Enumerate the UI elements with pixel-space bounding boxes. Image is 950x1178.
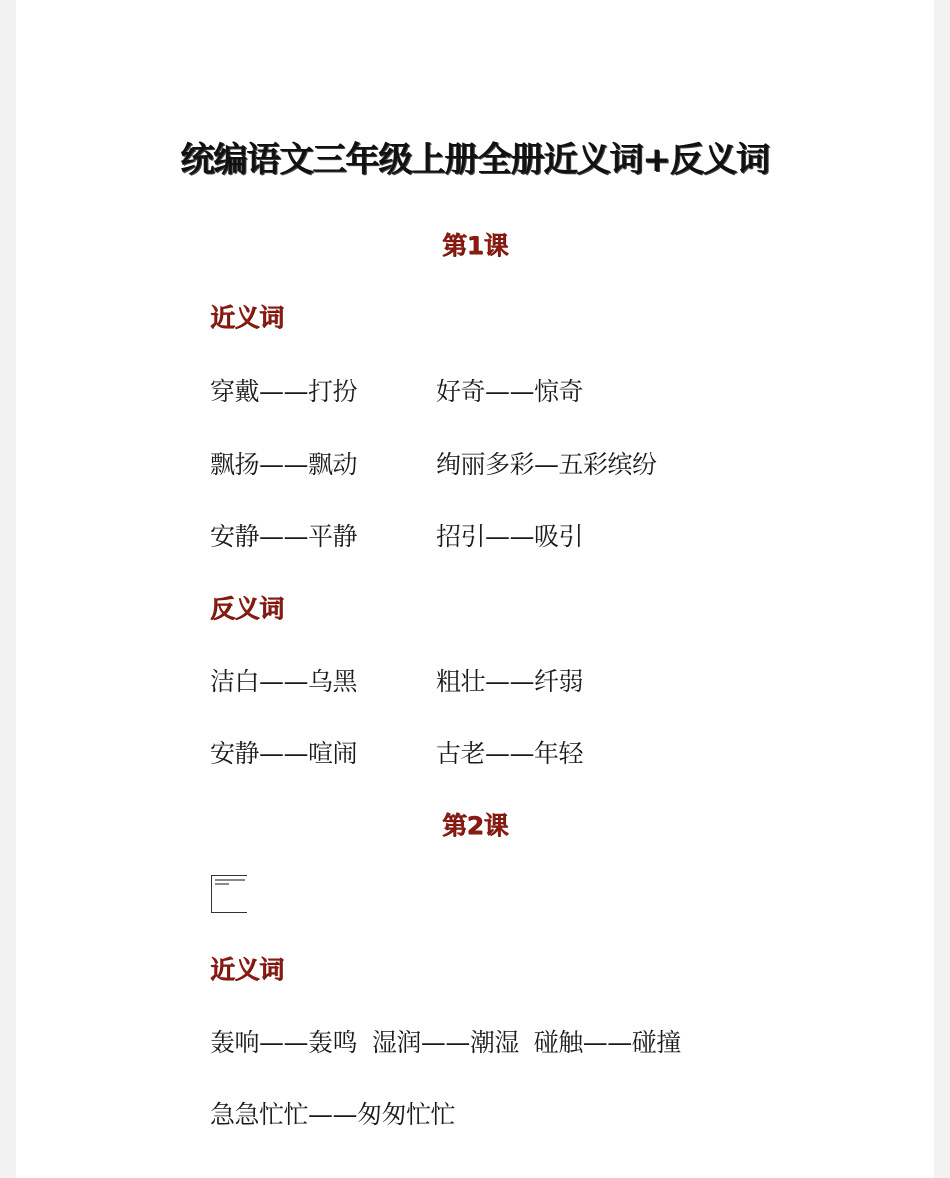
lesson-1-antonym-pair: 粗壮——纤弱 — [436, 667, 584, 696]
lesson-1-synonym-pair: 招引——吸引 — [436, 522, 584, 551]
lesson-1-synonym-pair: 飘扬——飘动 — [210, 450, 358, 479]
lesson-1-heading: 第1课 — [442, 231, 508, 260]
lesson-1-antonym-pair: 洁白——乌黑 — [210, 667, 358, 696]
placeholder-line — [215, 879, 245, 881]
placeholder-line — [215, 883, 229, 885]
lesson-1-synonym-pair: 绚丽多彩—五彩缤纷 — [436, 450, 657, 479]
lesson-1-synonym-pair: 穿戴——打扮 — [210, 377, 358, 406]
document-title: 统编语文三年级上册全册近义词+反义词 — [180, 140, 770, 180]
lesson-1-antonym-pair: 古老——年轻 — [436, 739, 584, 768]
lesson-2-synonym-line: 轰响——轰鸣 湿润——潮湿 碰触——碰撞 — [210, 1028, 681, 1057]
embedded-image-placeholder — [211, 875, 247, 913]
lesson-1-synonym-pair: 安静——平静 — [210, 522, 358, 551]
lesson-2-synonym-line: 急急忙忙——匆匆忙忙 — [210, 1100, 456, 1129]
lesson-2-heading: 第2课 — [442, 811, 508, 840]
lesson-2-synonyms-heading: 近义词 — [210, 955, 284, 984]
lesson-1-synonyms-heading: 近义词 — [210, 303, 284, 332]
lesson-1-antonyms-heading: 反义词 — [210, 594, 284, 623]
lesson-1-antonym-pair: 安静——喧闹 — [210, 739, 358, 768]
lesson-1-synonym-pair: 好奇——惊奇 — [436, 377, 584, 406]
